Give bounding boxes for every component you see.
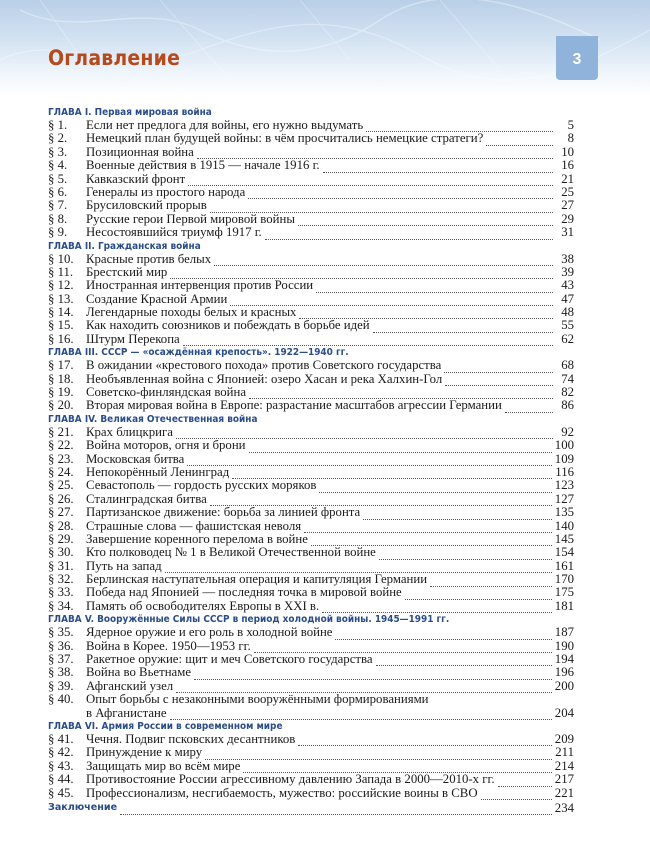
toc-entry [48, 493, 574, 506]
page-number: 48 [561, 305, 574, 320]
page-title: Оглавление [48, 46, 181, 70]
section-number: § 28. [48, 518, 74, 533]
toc-entry [48, 199, 574, 212]
toc-entry [48, 773, 574, 786]
page-number: 21 [561, 171, 574, 186]
dot-leader [249, 388, 553, 399]
chapter-heading: ГЛАВА III. СССР — «осаждённая крепость». 1922—1940 гг. [48, 347, 349, 359]
section-title: Немецкий план будущей войны: в чём просчитались немецкие стратеги? [86, 132, 484, 146]
toc-entry [48, 787, 574, 800]
section-number: § 37. [48, 652, 74, 667]
section-title: Чечня. Подвиг псковских десантников [86, 733, 296, 746]
page-number: 196 [554, 665, 574, 680]
dot-leader [176, 682, 552, 693]
page-number: 55 [561, 318, 574, 333]
toc-entry [48, 466, 574, 479]
dot-leader [322, 602, 552, 613]
section-number: § 39. [48, 678, 74, 693]
page-number: 217 [554, 772, 574, 787]
toc-entry [48, 533, 574, 546]
toc-entry [48, 173, 574, 186]
page-number: 68 [561, 358, 574, 373]
dot-leader [405, 589, 552, 600]
page-number: 5 [567, 117, 574, 132]
page-number: 82 [561, 385, 574, 400]
toc-entry [48, 479, 574, 492]
page-number: 181 [554, 598, 574, 613]
section-title: Позиционная война [86, 145, 194, 159]
dot-leader [176, 428, 553, 439]
toc-entry [48, 506, 574, 519]
section-number: § 23. [48, 451, 74, 466]
section-title: Афганский узел [86, 679, 174, 693]
section-number: § 4. [48, 158, 68, 173]
section-title: Брусиловский прорыв [86, 199, 207, 213]
toc-entry-continuation [48, 707, 574, 720]
section-title: Путь на запад [86, 559, 162, 573]
toc-entry [48, 560, 574, 573]
section-title: Ракетное оружие: щит и меч Советского государства [86, 653, 373, 667]
page-number: 25 [561, 184, 574, 199]
dot-leader [165, 562, 552, 573]
page-number: 8 [567, 131, 574, 146]
section-number: § 20. [48, 398, 74, 413]
toc-entry [48, 520, 574, 533]
dot-leader [197, 148, 553, 159]
dot-leader [319, 482, 551, 493]
section-number: § 30. [48, 545, 74, 560]
section-title: Московская битва [86, 452, 185, 466]
page-number: 170 [554, 572, 574, 587]
toc-entry [48, 306, 574, 319]
dot-leader [481, 789, 552, 800]
section-title: Защищать мир во всём мире [86, 759, 241, 773]
page-number: 154 [554, 545, 574, 560]
section-title: Иностранная интервенция против России [86, 279, 314, 293]
section-number: § 27. [48, 505, 74, 520]
conclusion-label: Заключение [48, 801, 118, 813]
toc-entry [48, 453, 574, 466]
page-number: 190 [554, 638, 574, 653]
page-number: 100 [554, 438, 574, 453]
section-title: Непокорённый Ленинград [86, 465, 230, 479]
dot-leader [210, 495, 552, 506]
toc-entry [48, 439, 574, 452]
section-number: § 7. [48, 198, 68, 213]
dot-leader [298, 735, 551, 746]
section-title: Вторая мировая война в Европе: разрастание масштабов агрессии Германии [86, 399, 502, 413]
dot-leader [188, 175, 553, 186]
page-number: 29 [561, 211, 574, 226]
section-title: Война моторов, огня и брони [86, 439, 246, 453]
dot-leader [335, 629, 551, 640]
toc-entry [48, 693, 574, 706]
dot-leader [430, 576, 552, 587]
dot-leader [432, 697, 571, 707]
section-number: § 21. [48, 424, 74, 439]
page-number: 140 [554, 518, 574, 533]
section-number: § 1. [48, 117, 68, 132]
section-number: § 26. [48, 491, 74, 506]
section-title: Опыт борьбы с незаконными вооружёнными формированиями [86, 693, 429, 707]
section-number: § 12. [48, 278, 74, 293]
toc-entry [48, 626, 574, 639]
dot-leader [304, 522, 552, 533]
toc-entry [48, 733, 574, 746]
toc-entry [48, 119, 574, 132]
section-number: § 18. [48, 371, 74, 386]
toc-entry [48, 333, 574, 346]
toc-entry [48, 640, 574, 653]
section-title: Создание Красной Армии [86, 292, 228, 306]
dot-leader [170, 709, 552, 720]
dot-leader [214, 255, 553, 266]
section-number: § 2. [48, 131, 68, 146]
dot-leader [299, 308, 553, 319]
page-number: 175 [554, 585, 574, 600]
section-number: § 42. [48, 745, 74, 760]
toc-entry [48, 426, 574, 439]
dot-leader [373, 322, 553, 333]
page-number: 86 [561, 398, 574, 413]
dot-leader [505, 402, 553, 413]
section-number: § 16. [48, 331, 74, 346]
section-title: Война во Вьетнаме [86, 666, 192, 680]
toc-entry [48, 226, 574, 239]
table-of-contents [48, 106, 574, 815]
section-number: § 43. [48, 758, 74, 773]
dot-leader [248, 188, 553, 199]
page-number: 145 [554, 531, 574, 546]
dot-leader [298, 215, 553, 226]
page-number: 204 [554, 705, 574, 720]
page-number: 31 [561, 225, 574, 240]
section-number: § 9. [48, 225, 68, 240]
section-title: Легендарные походы белых и красных [86, 306, 297, 320]
section-title: Русские герои Первой мировой войны [86, 212, 295, 226]
toc-entry [48, 760, 574, 773]
toc-entry [48, 600, 574, 613]
section-title: Противостояние России агрессивному давлению Запада в 2000—2010-х гг. [86, 773, 495, 787]
section-title: Военные действия в 1915 — начале 1916 г. [86, 159, 320, 173]
toc-entry [48, 213, 574, 226]
section-title: Штурм Перекопа [86, 332, 180, 346]
dot-leader [210, 202, 553, 213]
page-number: 187 [554, 625, 574, 640]
dot-leader [265, 229, 553, 240]
toc-entry [48, 359, 574, 372]
page-number: 39 [561, 264, 574, 279]
dot-leader [363, 509, 552, 520]
dot-leader [498, 776, 552, 787]
section-title: Несостоявшийся триумф 1917 г. [86, 226, 262, 240]
section-number: § 19. [48, 385, 74, 400]
dot-leader [311, 535, 552, 546]
section-title: Берлинская наступательная операция и капитуляция Германии [86, 573, 428, 587]
dot-leader [323, 162, 553, 173]
section-number: § 10. [48, 251, 74, 266]
toc-entry [48, 159, 574, 172]
section-number: § 38. [48, 665, 74, 680]
page-number: 221 [554, 785, 574, 800]
toc-entry [48, 386, 574, 399]
section-title: Брестский мир [86, 265, 168, 279]
section-title-continuation: в Афганистане [86, 706, 167, 720]
section-number: § 22. [48, 438, 74, 453]
section-number: § 6. [48, 184, 68, 199]
dot-leader [254, 642, 552, 653]
section-title: Севастополь — гордость русских моряков [86, 479, 317, 493]
dot-leader [249, 442, 552, 453]
page-number: 38 [561, 251, 574, 266]
page-number: 16 [561, 158, 574, 173]
section-number: § 5. [48, 171, 68, 186]
toc-entry [48, 266, 574, 279]
section-number: § 36. [48, 638, 74, 653]
section-title: Если нет предлога для войны, его нужно выдумать [86, 118, 364, 132]
section-number: § 32. [48, 572, 74, 587]
page-number: 127 [554, 491, 574, 506]
section-title: Завершение коренного перелома в войне [86, 532, 308, 546]
section-title: Кавказский фронт [86, 172, 186, 186]
section-number: § 33. [48, 585, 74, 600]
dot-leader [187, 455, 551, 466]
page-number: 116 [555, 464, 574, 479]
dot-leader [486, 135, 553, 146]
dot-leader [243, 762, 551, 773]
section-number: § 14. [48, 305, 74, 320]
page-number: 74 [561, 371, 574, 386]
page-number: 200 [554, 678, 574, 693]
section-number: § 13. [48, 291, 74, 306]
page-number: 214 [554, 758, 574, 773]
section-number: § 41. [48, 732, 74, 746]
dot-leader [444, 362, 553, 373]
dot-leader [366, 121, 553, 132]
section-title: Как находить союзников и побеждать в борьбе идей [86, 319, 370, 333]
page-number: 211 [555, 745, 574, 760]
toc-entry [48, 666, 574, 679]
dot-leader [170, 268, 553, 279]
page-number: 123 [554, 478, 574, 493]
section-number: § 24. [48, 464, 74, 479]
page-number: 43 [561, 278, 574, 293]
dot-leader [445, 375, 553, 386]
chapter-heading: ГЛАВА VI. Армия России в современном мире [48, 721, 283, 733]
page-number: 47 [561, 291, 574, 306]
section-title: Необъявленная война с Японией: озеро Хасан и река Халхин-Гол [86, 372, 443, 386]
section-title: Сталинградская битва [86, 492, 207, 506]
page-number: 135 [554, 505, 574, 520]
section-title: Страшные слова — фашистская неволя [86, 519, 302, 533]
chapter-heading: ГЛАВА V. Вооружённые Силы СССР в период холодной войны. 1945—1991 гг. [48, 614, 450, 626]
toc-entry [48, 653, 574, 666]
toc-entry [48, 279, 574, 292]
section-number: § 44. [48, 772, 74, 787]
section-number: § 25. [48, 478, 74, 493]
page-number: 161 [554, 558, 574, 573]
toc-entry [48, 746, 574, 759]
section-title: Память об освободителях Европы в XXI в. [86, 599, 320, 613]
section-number: § 35. [48, 625, 74, 640]
toc-entry [48, 587, 574, 600]
toc-entry [48, 573, 574, 586]
page-number: 10 [561, 144, 574, 159]
section-title: Красные против белых [86, 252, 212, 266]
section-title: Победа над Японией — последняя точка в мировой войне [86, 586, 402, 600]
toc-entry [48, 399, 574, 412]
chapter-heading: ГЛАВА IV. Великая Отечественная война [48, 413, 258, 425]
dot-leader [120, 804, 552, 815]
toc-entry [48, 132, 574, 145]
section-title: Принуждение к миру [86, 746, 203, 760]
section-title: Крах блицкрига [86, 425, 173, 439]
dot-leader [230, 295, 553, 306]
toc-entry [48, 293, 574, 306]
dot-leader [183, 335, 553, 346]
chapter-heading: ГЛАВА I. Первая мировая война [48, 107, 212, 118]
section-number: § 8. [48, 211, 68, 226]
section-number: § 31. [48, 558, 74, 573]
toc-entry [48, 186, 574, 199]
page-number: 194 [554, 652, 574, 667]
section-title: Кто полководец № 1 в Великой Отечественной войне [86, 546, 376, 560]
section-number: § 11. [48, 264, 74, 279]
section-title: В ожидании «крестового похода» против Советского государства [86, 359, 442, 373]
toc-conclusion [48, 801, 574, 815]
section-title: Профессионализм, несгибаемость, мужество: российские воины в СВО [86, 786, 478, 800]
dot-leader [205, 749, 552, 760]
toc-entry [48, 680, 574, 693]
toc-entry [48, 146, 574, 159]
section-number: § 29. [48, 531, 74, 546]
section-title: Генералы из простого народа [86, 185, 246, 199]
section-title: Ядерное оружие и его роль в холодной войне [86, 626, 333, 640]
section-title: Партизанское движение: борьба за линией фронта [86, 506, 361, 520]
chapter-heading: ГЛАВА II. Гражданская война [48, 240, 201, 252]
section-number: § 17. [48, 358, 74, 373]
page-number: 109 [554, 451, 574, 466]
section-title: Война в Корее. 1950—1953 гг. [86, 639, 251, 653]
toc-entry [48, 253, 574, 266]
page-number: 92 [561, 424, 574, 439]
section-number: § 15. [48, 318, 74, 333]
dot-leader [379, 549, 552, 560]
dot-leader [232, 468, 552, 479]
page-number-tab: 3 [556, 36, 598, 80]
section-number: § 34. [48, 598, 74, 613]
toc-entry [48, 319, 574, 332]
dot-leader [316, 282, 553, 293]
page-number: 234 [554, 800, 574, 815]
dot-leader [376, 655, 552, 666]
section-number: § 40. [48, 692, 74, 707]
section-title: Советско-финляндская война [86, 386, 247, 400]
page-number: 209 [554, 732, 574, 746]
page-number: 27 [561, 198, 574, 213]
toc-entry [48, 546, 574, 559]
page-number: 62 [561, 331, 574, 346]
section-number: § 3. [48, 144, 68, 159]
toc-entry [48, 373, 574, 386]
dot-leader [194, 669, 552, 680]
section-number: § 45. [48, 785, 74, 800]
